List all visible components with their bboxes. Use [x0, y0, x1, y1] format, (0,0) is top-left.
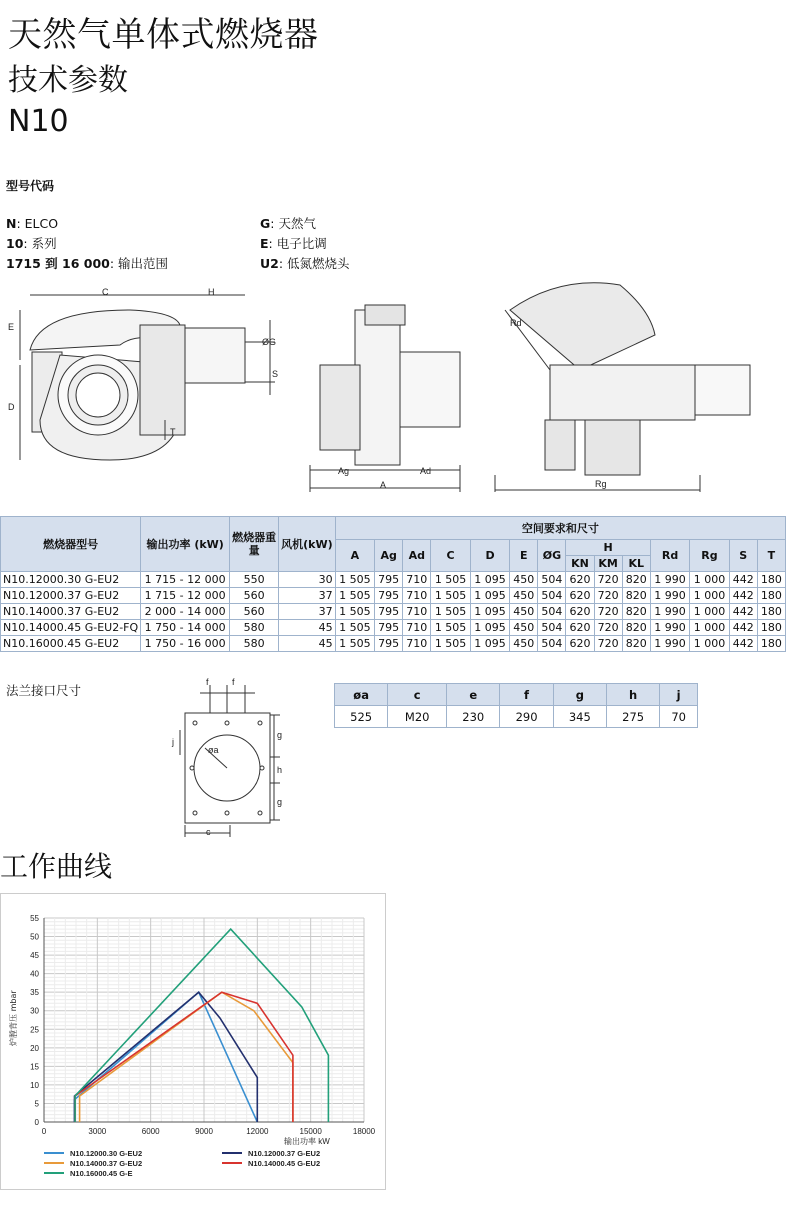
- table-cell: 720: [594, 572, 622, 588]
- flange-col-header: g: [553, 684, 606, 706]
- y-tick-label: 55: [30, 914, 39, 923]
- table-cell: 620: [566, 572, 594, 588]
- table-cell: 504: [538, 572, 566, 588]
- dim-label-rg: Rg: [595, 479, 607, 489]
- table-cell: 450: [510, 636, 538, 652]
- y-tick-label: 25: [30, 1025, 39, 1035]
- table-cell: 560: [230, 588, 279, 604]
- x-tick-label: 0: [41, 1127, 47, 1136]
- flange-label-g: g: [277, 730, 283, 740]
- col-header: A: [335, 540, 374, 572]
- table-cell: 820: [622, 572, 650, 588]
- model-code-right: [260, 214, 350, 274]
- legend-label: N10.12000.37 G-EU2: [248, 1149, 321, 1158]
- table-cell: 1 505: [335, 604, 374, 620]
- table-cell: 1 505: [431, 604, 470, 620]
- table-cell: 1 000: [690, 620, 729, 636]
- table-cell: 450: [510, 620, 538, 636]
- table-cell: 442: [729, 572, 757, 588]
- table-cell: 820: [622, 636, 650, 652]
- table-cell: 442: [729, 588, 757, 604]
- col-subheader: KN: [566, 556, 594, 572]
- col-header: T: [757, 540, 785, 572]
- flange-col-header: f: [500, 684, 553, 706]
- flange-cell: M20: [388, 706, 447, 728]
- flange-table: [334, 683, 698, 728]
- table-cell: 1 990: [650, 588, 689, 604]
- y-tick-label: 20: [30, 1043, 39, 1053]
- table-cell: 710: [403, 604, 431, 620]
- table-cell: 1 505: [431, 620, 470, 636]
- table-cell: 1 000: [690, 636, 729, 652]
- table-cell: 1 505: [335, 572, 374, 588]
- table-cell: N10.12000.30 G-EU2: [1, 572, 141, 588]
- model-name: N10: [8, 104, 69, 139]
- table-cell: 795: [375, 588, 403, 604]
- table-cell: 550: [230, 572, 279, 588]
- model-code-line: E: 电子比调: [260, 236, 327, 251]
- col-header: H: [566, 540, 650, 556]
- table-cell: 1 505: [335, 636, 374, 652]
- table-cell: 710: [403, 636, 431, 652]
- swing-view-drawing: [495, 283, 750, 492]
- model-code-left: [6, 214, 168, 274]
- col-header: Rd: [650, 540, 689, 572]
- table-cell: 1 505: [335, 620, 374, 636]
- table-cell: 1 505: [431, 588, 470, 604]
- x-tick-label: 18000: [352, 1127, 376, 1136]
- y-tick-label: 0: [34, 1118, 39, 1127]
- table-cell: 795: [375, 636, 403, 652]
- legend-label: N10.16000.45 G-E: [70, 1169, 133, 1178]
- y-tick-label: 30: [30, 1006, 39, 1016]
- model-code-line: 10: 系列: [6, 236, 57, 251]
- dim-label-ad: Ad: [420, 466, 432, 476]
- col-header: E: [510, 540, 538, 572]
- dim-label-a: A: [380, 480, 387, 490]
- table-row: [1, 572, 786, 588]
- table-cell: 450: [510, 572, 538, 588]
- y-tick-label: 15: [30, 1062, 39, 1072]
- flange-cell: 70: [660, 706, 698, 728]
- table-cell: 560: [230, 604, 279, 620]
- y-tick-label: 10: [30, 1080, 39, 1090]
- dim-label-d: D: [8, 402, 15, 412]
- table-cell: 720: [594, 636, 622, 652]
- flange-label-oa: øa: [208, 745, 219, 755]
- col-header-weight: 燃烧器重量: [230, 517, 279, 572]
- flange-label-j: j: [172, 737, 174, 747]
- table-cell: N10.12000.37 G-EU2: [1, 588, 141, 604]
- dim-label-ag: Ag: [338, 466, 350, 476]
- table-cell: 504: [538, 620, 566, 636]
- flange-label-c: c: [206, 827, 211, 837]
- table-cell: 1 505: [431, 636, 470, 652]
- table-cell: 180: [757, 572, 785, 588]
- flange-heading: 法兰接口尺寸: [6, 683, 82, 698]
- table-cell: 2 000 - 14 000: [141, 604, 230, 620]
- table-cell: N10.14000.37 G-EU2: [1, 604, 141, 620]
- col-header: ØG: [538, 540, 566, 572]
- table-cell: 620: [566, 620, 594, 636]
- col-header: Ad: [403, 540, 431, 572]
- table-cell: 710: [403, 572, 431, 588]
- flange-cell: 275: [606, 706, 659, 728]
- table-cell: 710: [403, 588, 431, 604]
- working-curve-chart: [0, 893, 386, 1191]
- table-row: [1, 588, 786, 604]
- table-cell: 37: [279, 588, 336, 604]
- col-header-output: 输出功率 (kW): [141, 517, 230, 572]
- table-cell: 180: [757, 604, 785, 620]
- table-cell: 450: [510, 588, 538, 604]
- flange-col-header: j: [660, 684, 698, 706]
- flange-label-f2: f: [232, 677, 235, 687]
- dim-label-c: C: [102, 287, 109, 297]
- table-cell: 1 990: [650, 620, 689, 636]
- flange-label-f: f: [206, 677, 209, 687]
- col-header: S: [729, 540, 757, 572]
- table-cell: 450: [510, 604, 538, 620]
- table-cell: 1 505: [335, 588, 374, 604]
- flange-cell: 525: [335, 706, 388, 728]
- table-cell: 710: [403, 620, 431, 636]
- dim-label-e: E: [8, 322, 15, 332]
- table-cell: 720: [594, 604, 622, 620]
- table-cell: 45: [279, 636, 336, 652]
- y-tick-label: 40: [30, 969, 39, 979]
- dim-label-h: H: [208, 287, 215, 297]
- table-cell: 580: [230, 620, 279, 636]
- table-cell: 820: [622, 620, 650, 636]
- table-cell: 442: [729, 636, 757, 652]
- table-cell: 1 095: [470, 636, 509, 652]
- col-subheader: KL: [622, 556, 650, 572]
- table-cell: N10.16000.45 G-EU2: [1, 636, 141, 652]
- y-tick-label: 35: [30, 988, 39, 998]
- spec-table: [0, 516, 786, 652]
- legend-label: N10.12000.30 G-EU2: [70, 1149, 143, 1158]
- table-cell: 504: [538, 588, 566, 604]
- table-cell: 504: [538, 636, 566, 652]
- legend-label: N10.14000.45 G-EU2: [248, 1159, 321, 1168]
- table-cell: 504: [538, 604, 566, 620]
- table-cell: 1 715 - 12 000: [141, 572, 230, 588]
- y-tick-label: 45: [30, 951, 39, 961]
- col-header-space: 空间要求和尺寸: [335, 517, 785, 540]
- table-cell: 1 715 - 12 000: [141, 588, 230, 604]
- table-cell: 620: [566, 588, 594, 604]
- col-header: C: [431, 540, 470, 572]
- table-cell: 1 095: [470, 588, 509, 604]
- flange-label-h: h: [277, 765, 283, 775]
- x-tick-label: 9000: [195, 1127, 213, 1136]
- table-cell: 720: [594, 620, 622, 636]
- table-cell: 180: [757, 636, 785, 652]
- table-cell: 1 750 - 14 000: [141, 620, 230, 636]
- flange-drawing: [170, 675, 290, 840]
- x-tick-label: 12000: [246, 1127, 269, 1136]
- x-tick-label: 15000: [299, 1127, 322, 1136]
- dim-label-t: T: [170, 427, 176, 437]
- flange-col-header: øa: [335, 684, 388, 706]
- burner-drawings: [0, 270, 786, 500]
- model-code-line: G: 天然气: [260, 216, 316, 231]
- x-tick-label: 6000: [141, 1127, 160, 1136]
- table-cell: 1 990: [650, 604, 689, 620]
- table-cell: 1 095: [470, 604, 509, 620]
- model-code-heading: 型号代码: [6, 179, 55, 193]
- legend-label: N10.14000.37 G-EU2: [70, 1159, 143, 1168]
- model-code-line: U2: 低氮燃烧头: [260, 256, 350, 271]
- table-cell: 442: [729, 604, 757, 620]
- table-cell: 30: [279, 572, 336, 588]
- table-row: [1, 636, 786, 652]
- page-title: 天然气单体式燃烧器: [8, 15, 319, 55]
- table-cell: 45: [279, 620, 336, 636]
- table-row: [1, 620, 786, 636]
- col-header: Rg: [690, 540, 729, 572]
- table-cell: 795: [375, 572, 403, 588]
- dim-label-og: ØG: [262, 337, 277, 347]
- col-header: Ag: [375, 540, 403, 572]
- table-cell: 1 095: [470, 572, 509, 588]
- flange-cell: 345: [553, 706, 606, 728]
- table-cell: 442: [729, 620, 757, 636]
- y-tick-label: 5: [34, 1099, 39, 1109]
- table-cell: 620: [566, 636, 594, 652]
- table-cell: 1 000: [690, 588, 729, 604]
- flange-cell: 230: [447, 706, 500, 728]
- flange-label-g2: g: [277, 797, 283, 807]
- table-cell: 1 750 - 16 000: [141, 636, 230, 652]
- col-header: D: [470, 540, 509, 572]
- table-cell: 820: [622, 604, 650, 620]
- flange-header-row: [335, 684, 698, 706]
- flange-col-header: h: [606, 684, 659, 706]
- x-tick-label: 3000: [88, 1127, 107, 1136]
- table-cell: 1 095: [470, 620, 509, 636]
- col-subheader: KM: [594, 556, 622, 572]
- table-cell: 1 000: [690, 604, 729, 620]
- table-cell: 720: [594, 588, 622, 604]
- table-cell: 1 505: [431, 572, 470, 588]
- dim-label-s: S: [272, 369, 279, 379]
- col-header-fan: 风机(kW): [279, 517, 336, 572]
- x-axis-label: 输出功率 kW: [284, 1137, 330, 1146]
- table-cell: 820: [622, 588, 650, 604]
- table-cell: 1 990: [650, 636, 689, 652]
- table-cell: 1 000: [690, 572, 729, 588]
- model-code-line: N: ELCO: [6, 216, 59, 231]
- table-cell: 180: [757, 620, 785, 636]
- flange-col-header: e: [447, 684, 500, 706]
- table-cell: N10.14000.45 G-EU2-FQ: [1, 620, 141, 636]
- table-cell: 795: [375, 620, 403, 636]
- page-subtitle: 技术参数: [8, 63, 128, 98]
- front-view-drawing: [310, 305, 460, 492]
- side-view-drawing: [20, 295, 275, 460]
- table-cell: 1 990: [650, 572, 689, 588]
- table-cell: 37: [279, 604, 336, 620]
- dim-label-rd: Rd: [510, 318, 522, 328]
- table-cell: 620: [566, 604, 594, 620]
- table-cell: 180: [757, 588, 785, 604]
- table-row: [1, 604, 786, 620]
- y-axis-label: 炉膛背压 mbar: [9, 990, 18, 1046]
- model-code-line: 1715 到 16 000: 输出范围: [6, 256, 169, 271]
- flange-value-row: [335, 706, 698, 728]
- flange-col-header: c: [388, 684, 447, 706]
- flange-cell: 290: [500, 706, 553, 728]
- curve-heading: 工作曲线: [0, 850, 113, 883]
- y-tick-label: 50: [30, 932, 39, 942]
- col-header-burner: 燃烧器型号: [1, 517, 141, 572]
- table-cell: 795: [375, 604, 403, 620]
- table-cell: 580: [230, 636, 279, 652]
